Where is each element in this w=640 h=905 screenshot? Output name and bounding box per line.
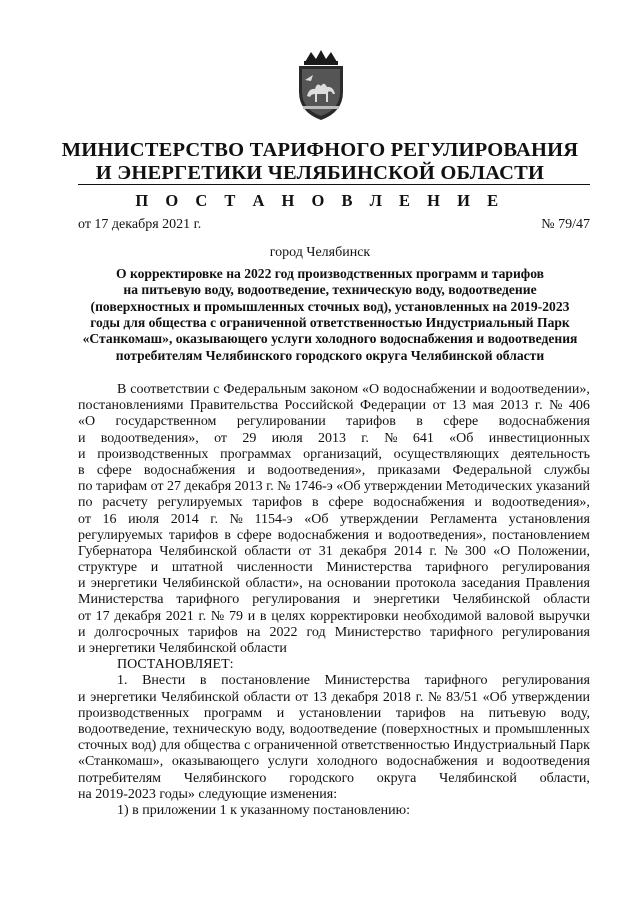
word: на <box>460 705 474 721</box>
word: 2014 <box>394 543 423 559</box>
word: и <box>486 754 494 770</box>
word: по <box>78 479 93 495</box>
word: водоснабжении <box>383 382 476 397</box>
word: № <box>384 430 398 446</box>
word: 300 <box>464 543 486 559</box>
word: и <box>276 705 285 721</box>
word: 1154-э <box>254 511 293 527</box>
document-title-line: на питьевую воду, водоотведение, техническую воду, водоотведение <box>123 282 537 297</box>
word: соответствии <box>130 382 210 397</box>
word: службы <box>543 462 590 478</box>
body-text <box>78 382 590 819</box>
body-line <box>78 447 590 463</box>
word: в <box>78 462 85 478</box>
word: установления <box>508 511 590 527</box>
word: и <box>479 382 487 397</box>
body-line-resolves: ПОСТАНОВЛЯЕТ: <box>117 657 234 673</box>
ministry-name-line1: МИНИСТЕРСТВО ТАРИФНОГО РЕГУЛИРОВАНИЯ <box>61 139 579 161</box>
body-line <box>78 414 590 430</box>
word: услуги <box>267 754 309 770</box>
word: приказами <box>377 462 441 478</box>
word: воду, <box>560 705 590 721</box>
word: 27 <box>166 479 181 495</box>
word: и <box>150 560 159 576</box>
word: программах <box>220 446 292 462</box>
word: от <box>298 543 312 559</box>
body-line <box>78 495 590 511</box>
body-line: на 2019-2023 годы» следующие изменения: <box>78 786 338 802</box>
word: на <box>308 576 322 592</box>
word: Министерства <box>78 592 164 608</box>
word: 2013 <box>500 398 529 414</box>
word: № <box>428 689 442 705</box>
word: постановление <box>221 673 310 689</box>
word: тарифного <box>430 624 493 640</box>
word: Парк <box>559 738 590 754</box>
word: 1. <box>117 673 128 689</box>
word: и <box>78 689 86 705</box>
word: Челябинской <box>162 576 241 592</box>
word: 29 <box>242 430 257 446</box>
word: № <box>277 479 291 495</box>
word: 16 <box>102 511 117 527</box>
word: регулируемых <box>157 495 243 511</box>
body-line <box>78 398 590 414</box>
word: 2022 <box>269 624 298 640</box>
word: год <box>306 624 326 640</box>
word: г. <box>534 398 543 414</box>
word: оказывающего <box>171 754 260 770</box>
word: и <box>78 430 86 446</box>
word: области, <box>539 770 590 786</box>
ministry-name-line2: И ЭНЕРГЕТИКИ ЧЕЛЯБИНСКОЙ ОБЛАСТИ <box>95 162 545 184</box>
word: Министерства <box>324 673 410 689</box>
word: необходимой <box>403 608 482 624</box>
body-line: и энергетики Челябинской области <box>78 641 287 656</box>
word: области <box>244 543 292 559</box>
word: 641 <box>412 430 434 446</box>
body-line <box>78 738 590 754</box>
word: тарифного <box>424 673 488 689</box>
word: штатной <box>171 560 223 576</box>
word: и <box>474 495 483 511</box>
word: сфере <box>328 495 364 511</box>
word: регулирования <box>252 592 341 608</box>
word: «О <box>493 543 511 559</box>
document-title-line: (поверхностных и промышленных сточных вод), установленных на 2019-2023 <box>90 299 570 314</box>
word: 17 <box>95 608 110 624</box>
word: производственных <box>78 705 190 721</box>
document-number: № 79/47 <box>541 217 590 232</box>
word: для <box>159 738 181 754</box>
word: Российской <box>284 398 354 414</box>
word: Челябинской <box>439 770 517 786</box>
word: долгосрочных <box>94 624 179 640</box>
word: водоснабжения <box>386 754 478 770</box>
body-line <box>78 463 590 479</box>
word: г. <box>415 689 424 705</box>
word: мая <box>472 398 494 414</box>
word: «Об <box>336 479 361 495</box>
word: в <box>259 608 267 624</box>
word: потребителям <box>78 770 162 786</box>
word: регулирования <box>502 624 590 640</box>
body-line <box>78 560 590 576</box>
body-line <box>78 625 590 641</box>
word: регулируемых <box>78 527 163 543</box>
word: по <box>78 495 93 511</box>
word: водоотведения», <box>491 495 590 511</box>
word: водоотведения», <box>100 430 199 446</box>
word: 2021 <box>165 608 194 624</box>
word: Внести <box>142 673 186 689</box>
word: вод) <box>131 738 157 754</box>
word: и <box>247 608 256 624</box>
word: от <box>432 398 446 414</box>
word: № <box>210 608 225 624</box>
word: сфере <box>96 462 132 478</box>
word: воду, <box>255 721 286 737</box>
word: Челябинской <box>161 689 239 705</box>
word: корректировки <box>310 608 399 624</box>
word: сфере <box>443 414 479 430</box>
word: 13 <box>312 689 327 705</box>
word: утверждении <box>340 511 419 527</box>
word: утверждении <box>511 689 590 705</box>
word: «Об <box>449 430 474 446</box>
word: 2018 <box>382 689 411 705</box>
document-city: город Челябинск <box>269 245 371 260</box>
word: питьевую <box>488 705 546 721</box>
word: г. <box>210 511 218 527</box>
word: регулирования <box>502 560 590 576</box>
word: с <box>244 738 251 754</box>
word: Федерации <box>360 398 427 414</box>
body-line <box>78 479 590 495</box>
word: техническую <box>173 721 252 737</box>
word: водоснабжения <box>498 414 590 430</box>
word: от <box>150 479 164 495</box>
word: энергетики <box>90 576 158 592</box>
document-date: от 17 декабря 2021 г. <box>78 217 202 232</box>
word: организаций, <box>303 446 382 462</box>
word: в <box>416 414 423 430</box>
word: установлении <box>298 705 382 721</box>
word: промышленных <box>495 721 590 737</box>
body-line <box>78 382 590 398</box>
word: водоотведение <box>289 721 377 737</box>
word: № <box>444 543 458 559</box>
word: и <box>78 576 86 592</box>
word: деятельность <box>510 446 590 462</box>
word: «Об <box>482 689 507 705</box>
word: водоотведение, <box>78 721 169 737</box>
word: холодного <box>316 754 378 770</box>
word: и <box>374 527 383 543</box>
word: программ <box>203 705 263 721</box>
word: ответственностью <box>341 738 450 754</box>
word: энергетики <box>373 592 440 608</box>
word: декабря <box>340 543 387 559</box>
word: структуре <box>78 560 138 576</box>
document-title-line: О корректировке на 2022 год производственных программ и тарифов <box>115 266 544 281</box>
word: г. <box>361 430 369 446</box>
word: (поверхностных <box>381 721 479 737</box>
body-line <box>78 512 590 528</box>
word: Челябинской <box>452 592 531 608</box>
document-title-line: «Станкомаш», оказывающего услуги холодного водоснабжения и водоотведения <box>82 331 578 346</box>
word: Губернатора <box>78 543 153 559</box>
word: основании <box>327 576 391 592</box>
body-line <box>78 771 590 787</box>
word: от <box>78 511 91 527</box>
body-line <box>78 431 590 447</box>
word: «Станкомаш», <box>78 754 164 770</box>
word: тарифов <box>395 705 446 721</box>
word: ограниченной <box>253 738 338 754</box>
word: от <box>295 689 309 705</box>
word: водоснабжения <box>143 462 236 478</box>
word: г. <box>266 479 274 495</box>
word: в <box>311 495 319 511</box>
word: области», <box>245 576 303 592</box>
word: водоотведения <box>502 754 590 770</box>
word: регулировании <box>236 414 326 430</box>
body-line <box>78 544 590 560</box>
word: водоснабжения <box>277 527 370 543</box>
word: численности <box>236 560 313 576</box>
word: постановлениями <box>78 398 184 414</box>
word: тарифов <box>346 414 396 430</box>
word: от <box>214 430 228 446</box>
word: Министерство <box>334 624 422 640</box>
body-line <box>78 609 590 625</box>
word: инвестиционных <box>488 430 590 446</box>
word: Регламента <box>429 511 498 527</box>
word: энергетики <box>90 689 157 705</box>
word: 406 <box>568 398 590 414</box>
body-line <box>78 754 590 770</box>
word: и <box>78 624 86 640</box>
body-line <box>78 673 590 689</box>
word: Министерства <box>326 560 412 576</box>
word: 79 <box>228 608 243 624</box>
word: водоотведения», <box>388 527 487 543</box>
word: тарифов <box>252 495 303 511</box>
word: № <box>229 511 243 527</box>
word: 83/51 <box>446 689 478 705</box>
word: Челябинской <box>159 543 237 559</box>
word: Федеральной <box>452 462 532 478</box>
word: водоснабжения <box>373 495 465 511</box>
word: с <box>213 382 220 397</box>
word: «Об <box>304 511 329 527</box>
word: сфере <box>236 527 272 543</box>
word: 2014 <box>170 511 199 527</box>
word: тарифного <box>425 560 489 576</box>
word: июля <box>128 511 160 527</box>
word: Правления <box>525 576 590 592</box>
word: законом <box>310 382 359 397</box>
word: 2013 <box>317 430 346 446</box>
word: сточных <box>78 738 128 754</box>
word: государственном <box>115 414 217 430</box>
word: Методических <box>445 479 533 495</box>
word: целях <box>271 608 306 624</box>
word: Индустриальный <box>453 738 557 754</box>
word: тарифов <box>188 624 238 640</box>
word: осуществляющих <box>393 446 500 462</box>
word: в <box>224 527 231 543</box>
body-line <box>78 706 590 722</box>
word: области <box>243 689 291 705</box>
body-line <box>78 592 590 608</box>
word: 2013 <box>234 479 263 495</box>
word: 1746-э <box>294 479 333 495</box>
word: 13 <box>452 398 467 414</box>
word: Положении, <box>517 543 590 559</box>
word: заседания <box>461 576 521 592</box>
word: постановлением <box>492 527 590 543</box>
word: № <box>549 398 563 414</box>
body-line <box>78 690 590 706</box>
word: общества <box>184 738 241 754</box>
word: утверждении <box>363 479 443 495</box>
word: округа <box>376 770 417 786</box>
word: Правительства <box>189 398 279 414</box>
word: Челябинского <box>183 770 267 786</box>
word: городского <box>289 770 354 786</box>
word: «О <box>78 414 96 430</box>
word: в <box>199 673 207 689</box>
word: июля <box>271 430 303 446</box>
word: от <box>78 608 91 624</box>
word: «О <box>362 382 380 397</box>
word: указаний <box>535 479 590 495</box>
word: водоотведении», <box>490 382 590 397</box>
word: выручки <box>538 608 590 624</box>
word: регулирования <box>502 673 590 689</box>
word: г. <box>429 543 437 559</box>
word: тарифов <box>168 527 219 543</box>
word: водоотведения», <box>267 462 366 478</box>
word: В <box>117 382 127 397</box>
chelyabinsk-coat-of-arms-icon <box>291 48 351 122</box>
word: тарифного <box>176 592 240 608</box>
word: валовой <box>486 608 535 624</box>
body-line <box>78 576 590 592</box>
word: и <box>247 462 256 478</box>
word: 31 <box>318 543 333 559</box>
body-line <box>78 722 590 738</box>
document-type-heading: П О С Т А Н О В Л Е Н И Е <box>135 191 505 210</box>
document-title-line: потребителям Челябинского городского округа Челябинской области <box>115 348 545 363</box>
word: на <box>246 624 261 640</box>
word: и <box>78 446 86 462</box>
word: г. <box>198 608 207 624</box>
word: тарифам <box>95 479 148 495</box>
header-divider <box>78 184 590 185</box>
word: производственных <box>97 446 209 462</box>
body-line <box>78 528 590 544</box>
word: области <box>543 592 590 608</box>
word: протокола <box>395 576 456 592</box>
word: расчету <box>102 495 148 511</box>
body-line: 1) в приложении 1 к указанному постановлению: <box>117 802 411 818</box>
word: декабря <box>331 689 379 705</box>
document-title-line: годы для общества с ограниченной ответственностью Индустриальный Парк <box>90 315 570 330</box>
word: декабря <box>184 479 232 495</box>
word: и <box>352 592 361 608</box>
word: и <box>483 721 491 737</box>
word: Федеральным <box>223 382 307 397</box>
word: декабря <box>114 608 162 624</box>
